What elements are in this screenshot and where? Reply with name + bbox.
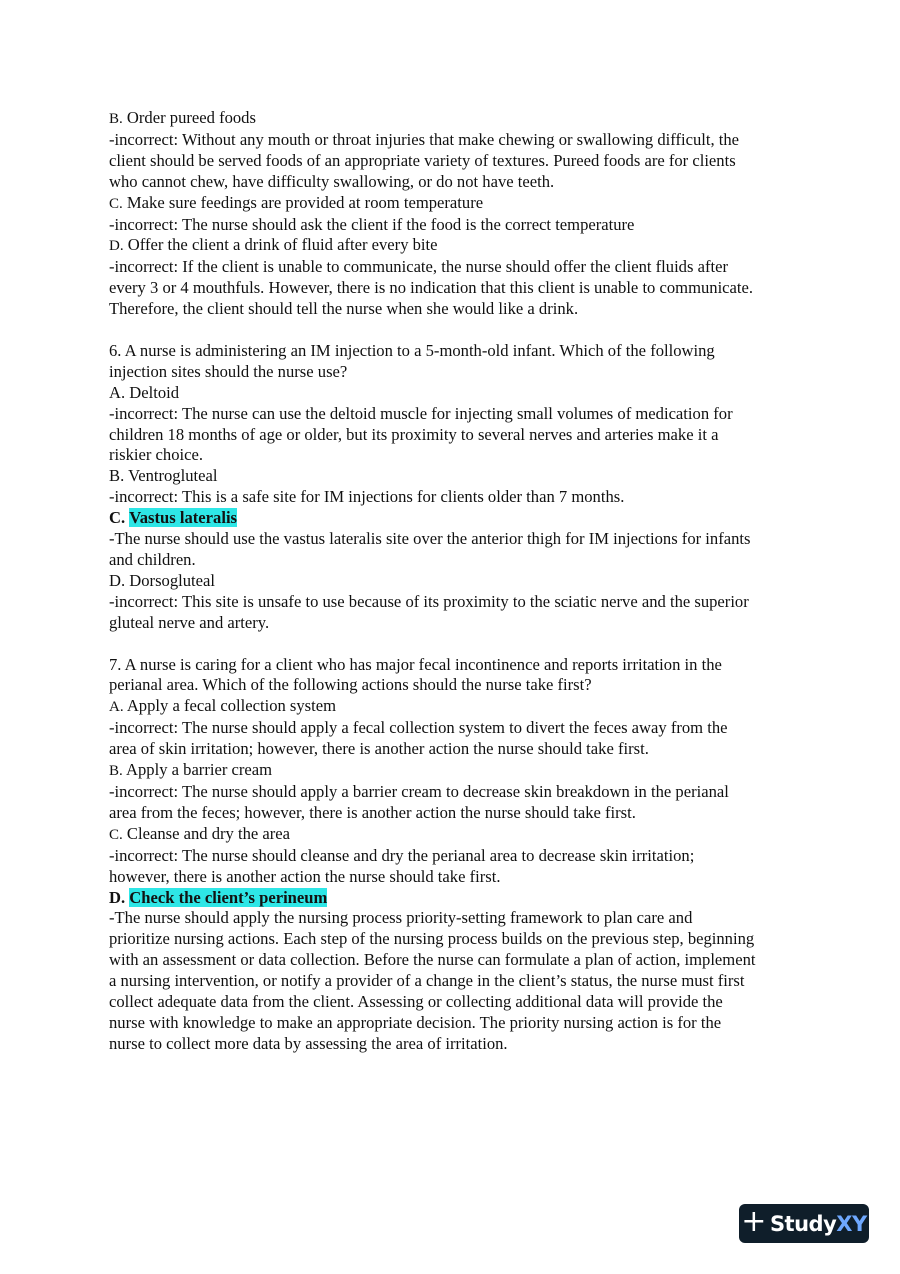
q7-option-c-rationale: however, there is another action the nurse should take first. <box>109 866 501 886</box>
q5-option-b-rationale: client should be served foods of an appropriate variety of textures. Pureed foods are for clients <box>109 150 736 170</box>
q7-option-d-rationale: -The nurse should apply the nursing process priority-setting framework to plan care and <box>109 908 693 928</box>
q5-option-d-rationale: every 3 or 4 mouthfuls. However, there is no indication that this client is unable to communicate. <box>109 278 754 298</box>
q5-option-b-rationale: who cannot chew, have difficulty swallowing, or do not have teeth. <box>109 171 555 191</box>
q7-stem: 7. A nurse is caring for a client who has major fecal incontinence and reports irritation in the <box>109 654 722 674</box>
q6-option-c-rationale: and children. <box>109 550 196 570</box>
q7-option-d-rationale: nurse to collect more data by assessing the area of irritation. <box>109 1033 508 1053</box>
q7-option-c-rationale: -incorrect: The nurse should cleanse and dry the perianal area to decrease skin irritation; <box>109 845 695 865</box>
document-body <box>109 108 829 1055</box>
q6-option-b: B. Ventrogluteal <box>109 466 218 486</box>
q6-option-b-rationale: -incorrect: This is a safe site for IM injections for clients older than 7 months. <box>109 487 625 507</box>
spacer <box>109 320 829 341</box>
q6-option-c-rationale: -The nurse should use the vastus lateralis site over the anterior thigh for IM injections for infants <box>109 529 751 549</box>
q7-option-a-rationale: area of skin irritation; however, there is another action the nurse should take first. <box>109 739 649 759</box>
q7-option-d-rationale: with an assessment or data collection. Before the nurse can formulate a plan of action, implement <box>109 950 756 970</box>
plus-icon: + <box>741 1203 766 1239</box>
q5-option-b: B. Order pureed foods <box>109 108 256 127</box>
q5-option-c-rationale: -incorrect: The nurse should ask the client if the food is the correct temperature <box>109 214 635 234</box>
q7-option-c: C. Cleanse and dry the area <box>109 823 291 843</box>
q6-stem: injection sites should the nurse use? <box>109 361 348 381</box>
q6-option-a: A. Deltoid <box>109 382 180 402</box>
q7-stem: perianal area. Which of the following actions should the nurse take first? <box>109 675 592 695</box>
correct-answer-highlight: Check the client’s perineum <box>129 887 328 907</box>
q6-option-d: D. Dorsogluteal <box>109 570 215 590</box>
q5-option-c: C. Make sure feedings are provided at room temperature <box>109 192 484 212</box>
brand-xy: XY <box>836 1211 867 1236</box>
q7-option-d-rationale: collect adequate data from the client. Assessing or collecting additional data will provide the <box>109 992 723 1012</box>
q6-option-d-rationale: -incorrect: This site is unsafe to use because of its proximity to the sciatic nerve and the superior <box>109 591 749 611</box>
q5-option-b-rationale: -incorrect: Without any mouth or throat injuries that make chewing or swallowing difficult, the <box>109 129 740 149</box>
q5-option-d-rationale: Therefore, the client should tell the nurse when she would like a drink. <box>109 299 579 319</box>
q7-option-d-rationale: prioritize nursing actions. Each step of the nursing process builds on the previous step, beginning <box>109 929 755 949</box>
q6-option-a-rationale: -incorrect: The nurse can use the deltoid muscle for injecting small volumes of medication for <box>109 403 733 423</box>
q7-option-d-rationale: a nursing intervention, or notify a provider of a change in the client’s status, the nurse must first <box>109 971 745 991</box>
q5-option-d: D. Offer the client a drink of fluid after every bite <box>109 235 438 255</box>
q6-stem: 6. A nurse is administering an IM injection to a 5-month-old infant. Which of the following <box>109 340 715 360</box>
q7-option-b-rationale: area from the feces; however, there is another action the nurse should take first. <box>109 802 636 822</box>
q5-option-d-rationale: -incorrect: If the client is unable to communicate, the nurse should offer the client fluids after <box>109 257 728 277</box>
q6-option-a-rationale: riskier choice. <box>109 445 203 465</box>
q7-option-b: B. Apply a barrier cream <box>109 760 273 780</box>
brand-study: Study <box>769 1211 837 1236</box>
studyxy-badge[interactable] <box>739 1204 869 1243</box>
q7-correct-option: D. Check the client’s perineum <box>109 887 328 907</box>
q7-option-a-rationale: -incorrect: The nurse should apply a fecal collection system to divert the feces away from the <box>109 718 728 738</box>
q7-option-d-rationale: nurse with knowledge to make an appropriate decision. The priority nursing action is for the <box>109 1012 722 1032</box>
q7-option-b-rationale: -incorrect: The nurse should apply a barrier cream to decrease skin breakdown in the perianal <box>109 781 729 801</box>
q7-option-a: A. Apply a fecal collection system <box>109 696 337 716</box>
q6-option-d-rationale: gluteal nerve and artery. <box>109 612 270 632</box>
q6-option-a-rationale: children 18 months of age or older, but its proximity to several nerves and arteries make it a <box>109 424 719 444</box>
q6-correct-option: C. Vastus lateralis <box>109 508 238 528</box>
correct-answer-highlight: Vastus lateralis <box>129 508 238 528</box>
spacer <box>109 634 829 655</box>
